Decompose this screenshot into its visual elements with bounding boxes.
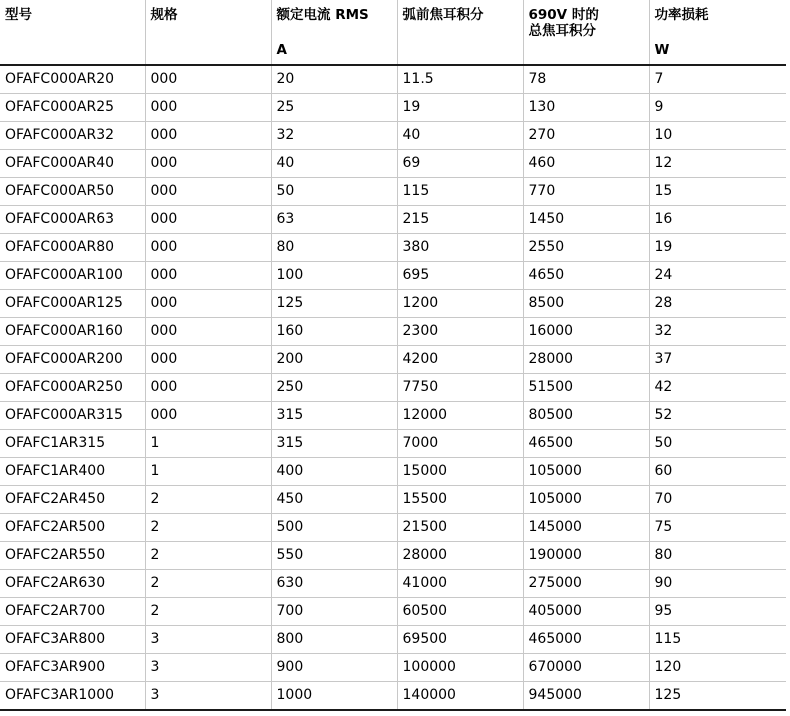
cell-total-i2t: 275000 — [523, 570, 649, 598]
cell-total-i2t: 2550 — [523, 234, 649, 262]
cell-power-loss: 80 — [649, 542, 786, 570]
cell-size: 000 — [145, 262, 271, 290]
cell-rated-current: 25 — [271, 94, 397, 122]
cell-size: 1 — [145, 430, 271, 458]
table-row — [0, 65, 786, 94]
table-row — [0, 402, 786, 430]
header-rated-current — [271, 0, 397, 65]
cell-total-i2t: 105000 — [523, 458, 649, 486]
cell-prearcing-i2t: 7750 — [397, 374, 523, 402]
cell-rated-current: 550 — [271, 542, 397, 570]
cell-model: OFAFC000AR100 — [0, 262, 145, 290]
cell-size: 2 — [145, 570, 271, 598]
cell-power-loss: 32 — [649, 318, 786, 346]
cell-rated-current: 20 — [271, 65, 397, 94]
cell-size: 2 — [145, 598, 271, 626]
header-label: 690V 时的 总焦耳积分 — [528, 7, 599, 39]
table-row — [0, 178, 786, 206]
cell-size: 000 — [145, 402, 271, 430]
cell-prearcing-i2t: 40 — [397, 122, 523, 150]
table-row — [0, 626, 786, 654]
cell-power-loss: 70 — [649, 486, 786, 514]
cell-prearcing-i2t: 695 — [397, 262, 523, 290]
cell-total-i2t: 46500 — [523, 430, 649, 458]
cell-size: 000 — [145, 65, 271, 94]
cell-power-loss: 16 — [649, 206, 786, 234]
cell-size: 000 — [145, 290, 271, 318]
cell-rated-current: 80 — [271, 234, 397, 262]
cell-rated-current: 32 — [271, 122, 397, 150]
cell-total-i2t: 80500 — [523, 402, 649, 430]
header-size — [145, 0, 271, 65]
cell-rated-current: 630 — [271, 570, 397, 598]
table-row — [0, 374, 786, 402]
cell-total-i2t: 28000 — [523, 346, 649, 374]
cell-prearcing-i2t: 69500 — [397, 626, 523, 654]
cell-rated-current: 800 — [271, 626, 397, 654]
cell-size: 000 — [145, 318, 271, 346]
cell-rated-current: 700 — [271, 598, 397, 626]
header-label: 型号 — [5, 7, 32, 23]
cell-power-loss: 75 — [649, 514, 786, 542]
cell-power-loss: 9 — [649, 94, 786, 122]
table-row — [0, 290, 786, 318]
cell-model: OFAFC3AR900 — [0, 654, 145, 682]
cell-total-i2t: 270 — [523, 122, 649, 150]
cell-model: OFAFC000AR250 — [0, 374, 145, 402]
cell-total-i2t: 405000 — [523, 598, 649, 626]
cell-power-loss: 12 — [649, 150, 786, 178]
cell-total-i2t: 1450 — [523, 206, 649, 234]
cell-size: 000 — [145, 122, 271, 150]
cell-size: 000 — [145, 178, 271, 206]
cell-total-i2t: 670000 — [523, 654, 649, 682]
cell-size: 000 — [145, 374, 271, 402]
cell-model: OFAFC2AR630 — [0, 570, 145, 598]
header-label: 额定电流 RMS — [276, 7, 369, 23]
cell-total-i2t: 51500 — [523, 374, 649, 402]
table-row — [0, 430, 786, 458]
cell-prearcing-i2t: 2300 — [397, 318, 523, 346]
cell-total-i2t: 465000 — [523, 626, 649, 654]
header-label: 规格 — [150, 7, 178, 23]
header-power-loss — [649, 0, 786, 65]
cell-prearcing-i2t: 100000 — [397, 654, 523, 682]
cell-power-loss: 120 — [649, 654, 786, 682]
cell-prearcing-i2t: 28000 — [397, 542, 523, 570]
cell-total-i2t: 8500 — [523, 290, 649, 318]
cell-rated-current: 50 — [271, 178, 397, 206]
cell-rated-current: 100 — [271, 262, 397, 290]
cell-model: OFAFC2AR500 — [0, 514, 145, 542]
cell-model: OFAFC3AR800 — [0, 626, 145, 654]
header-total-i2t — [523, 0, 649, 65]
cell-power-loss: 28 — [649, 290, 786, 318]
cell-total-i2t: 190000 — [523, 542, 649, 570]
cell-prearcing-i2t: 69 — [397, 150, 523, 178]
table-row — [0, 654, 786, 682]
cell-size: 3 — [145, 626, 271, 654]
table-row — [0, 458, 786, 486]
cell-size: 000 — [145, 346, 271, 374]
table-row — [0, 598, 786, 626]
table-row — [0, 150, 786, 178]
cell-rated-current: 900 — [271, 654, 397, 682]
cell-size: 000 — [145, 206, 271, 234]
cell-size: 3 — [145, 654, 271, 682]
cell-total-i2t: 460 — [523, 150, 649, 178]
cell-power-loss: 52 — [649, 402, 786, 430]
cell-power-loss: 125 — [649, 682, 786, 711]
table-body — [0, 65, 786, 710]
cell-size: 2 — [145, 486, 271, 514]
cell-prearcing-i2t: 380 — [397, 234, 523, 262]
cell-prearcing-i2t: 12000 — [397, 402, 523, 430]
cell-power-loss: 7 — [649, 65, 786, 94]
cell-rated-current: 125 — [271, 290, 397, 318]
cell-model: OFAFC2AR700 — [0, 598, 145, 626]
cell-size: 3 — [145, 682, 271, 711]
cell-model: OFAFC000AR125 — [0, 290, 145, 318]
cell-prearcing-i2t: 21500 — [397, 514, 523, 542]
cell-model: OFAFC000AR160 — [0, 318, 145, 346]
cell-total-i2t: 105000 — [523, 486, 649, 514]
cell-power-loss: 15 — [649, 178, 786, 206]
cell-model: OFAFC000AR40 — [0, 150, 145, 178]
header-unit: W — [654, 42, 670, 58]
cell-size: 2 — [145, 542, 271, 570]
cell-prearcing-i2t: 11.5 — [397, 65, 523, 94]
cell-prearcing-i2t: 15000 — [397, 458, 523, 486]
cell-model: OFAFC2AR550 — [0, 542, 145, 570]
cell-power-loss: 50 — [649, 430, 786, 458]
header-prearcing-i2t — [397, 0, 523, 65]
cell-model: OFAFC000AR20 — [0, 65, 145, 94]
cell-size: 000 — [145, 94, 271, 122]
header-label: 功率损耗 — [654, 7, 709, 23]
table-row — [0, 262, 786, 290]
cell-prearcing-i2t: 115 — [397, 178, 523, 206]
cell-prearcing-i2t: 1200 — [397, 290, 523, 318]
table-row — [0, 486, 786, 514]
cell-total-i2t: 770 — [523, 178, 649, 206]
cell-rated-current: 250 — [271, 374, 397, 402]
cell-total-i2t: 4650 — [523, 262, 649, 290]
cell-model: OFAFC000AR63 — [0, 206, 145, 234]
cell-total-i2t: 130 — [523, 94, 649, 122]
cell-prearcing-i2t: 41000 — [397, 570, 523, 598]
cell-prearcing-i2t: 215 — [397, 206, 523, 234]
cell-model: OFAFC000AR32 — [0, 122, 145, 150]
cell-prearcing-i2t: 7000 — [397, 430, 523, 458]
cell-prearcing-i2t: 4200 — [397, 346, 523, 374]
cell-power-loss: 37 — [649, 346, 786, 374]
cell-total-i2t: 78 — [523, 65, 649, 94]
cell-power-loss: 60 — [649, 458, 786, 486]
table-row — [0, 234, 786, 262]
cell-rated-current: 63 — [271, 206, 397, 234]
cell-total-i2t: 16000 — [523, 318, 649, 346]
cell-rated-current: 315 — [271, 430, 397, 458]
cell-rated-current: 200 — [271, 346, 397, 374]
cell-model: OFAFC000AR80 — [0, 234, 145, 262]
cell-power-loss: 24 — [649, 262, 786, 290]
table-row — [0, 318, 786, 346]
cell-rated-current: 40 — [271, 150, 397, 178]
cell-rated-current: 1000 — [271, 682, 397, 711]
table-row — [0, 94, 786, 122]
cell-size: 000 — [145, 150, 271, 178]
table-header-row — [0, 0, 786, 65]
cell-total-i2t: 145000 — [523, 514, 649, 542]
table-row — [0, 346, 786, 374]
table-row — [0, 682, 786, 711]
cell-model: OFAFC000AR200 — [0, 346, 145, 374]
cell-model: OFAFC000AR315 — [0, 402, 145, 430]
cell-model: OFAFC1AR400 — [0, 458, 145, 486]
header-unit: A — [276, 42, 287, 58]
cell-rated-current: 400 — [271, 458, 397, 486]
cell-size: 2 — [145, 514, 271, 542]
cell-power-loss: 115 — [649, 626, 786, 654]
cell-power-loss: 95 — [649, 598, 786, 626]
cell-size: 000 — [145, 234, 271, 262]
table-row — [0, 122, 786, 150]
cell-prearcing-i2t: 19 — [397, 94, 523, 122]
table-row — [0, 514, 786, 542]
cell-prearcing-i2t: 60500 — [397, 598, 523, 626]
cell-rated-current: 160 — [271, 318, 397, 346]
cell-prearcing-i2t: 140000 — [397, 682, 523, 711]
cell-model: OFAFC1AR315 — [0, 430, 145, 458]
cell-total-i2t: 945000 — [523, 682, 649, 711]
cell-prearcing-i2t: 15500 — [397, 486, 523, 514]
cell-model: OFAFC000AR50 — [0, 178, 145, 206]
table-row — [0, 542, 786, 570]
table-row — [0, 206, 786, 234]
table-row — [0, 570, 786, 598]
cell-power-loss: 10 — [649, 122, 786, 150]
cell-model: OFAFC2AR450 — [0, 486, 145, 514]
cell-model: OFAFC3AR1000 — [0, 682, 145, 711]
cell-size: 1 — [145, 458, 271, 486]
cell-model: OFAFC000AR25 — [0, 94, 145, 122]
cell-rated-current: 500 — [271, 514, 397, 542]
cell-rated-current: 315 — [271, 402, 397, 430]
cell-power-loss: 19 — [649, 234, 786, 262]
cell-power-loss: 42 — [649, 374, 786, 402]
header-label: 弧前焦耳积分 — [402, 7, 484, 23]
header-model — [0, 0, 145, 65]
cell-power-loss: 90 — [649, 570, 786, 598]
cell-rated-current: 450 — [271, 486, 397, 514]
